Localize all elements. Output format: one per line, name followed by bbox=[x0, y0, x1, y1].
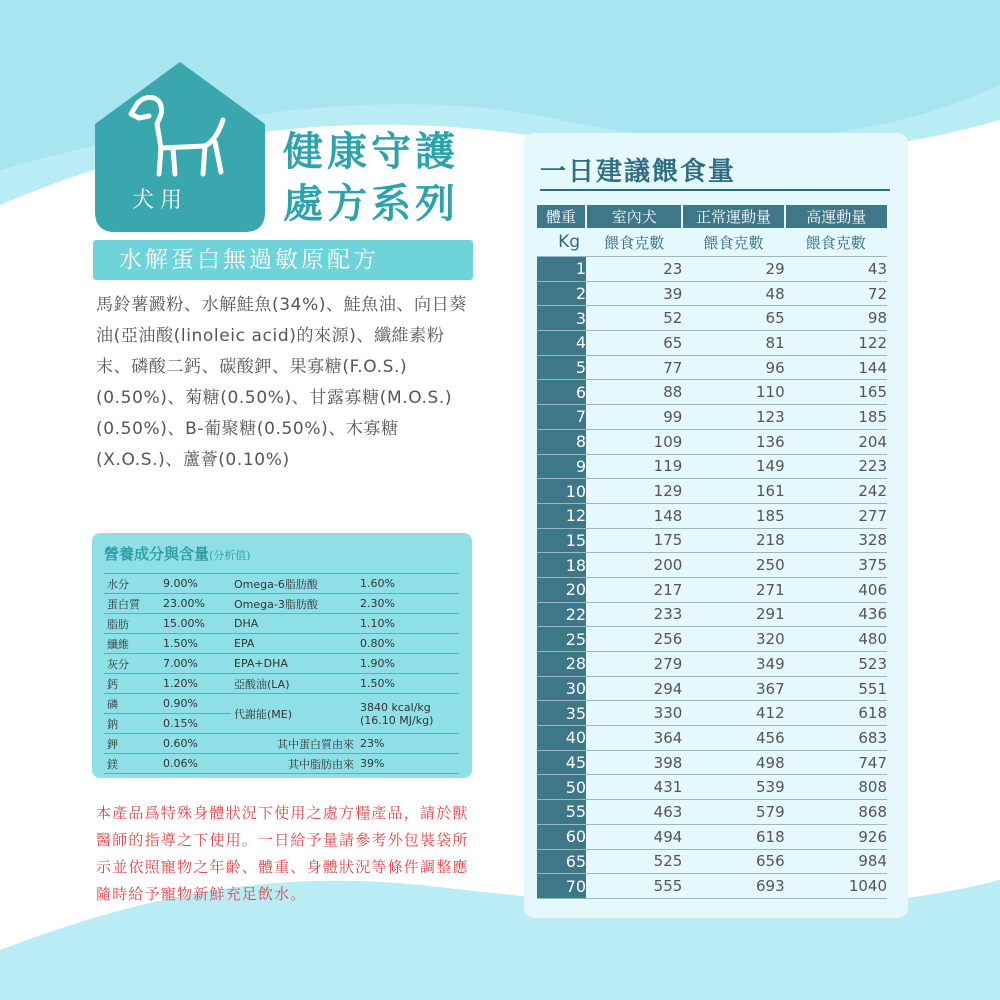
nutrition-row bbox=[104, 674, 459, 694]
grams-cell: 148 bbox=[586, 503, 682, 528]
grams-cell: 1040 bbox=[785, 874, 887, 899]
nutrient-name: 亞酸油(LA) bbox=[231, 674, 357, 694]
grams-cell: 868 bbox=[785, 800, 887, 825]
feeding-title: 一日建議餵食量 bbox=[540, 157, 737, 187]
grams-cell: 683 bbox=[785, 726, 887, 751]
weight-cell: 7 bbox=[537, 405, 586, 430]
title-divider bbox=[540, 189, 890, 191]
feeding-row bbox=[537, 627, 887, 652]
grams-cell: 242 bbox=[785, 479, 887, 504]
nutrient-name: Omega-6脂肪酸 bbox=[231, 574, 357, 594]
grams-cell: 250 bbox=[682, 553, 784, 578]
grams-cell: 109 bbox=[586, 429, 682, 454]
grams-cell: 539 bbox=[682, 775, 784, 800]
feeding-row bbox=[537, 849, 887, 874]
grams-cell: 185 bbox=[785, 405, 887, 430]
nutrition-row bbox=[104, 654, 459, 674]
grams-cell: 523 bbox=[785, 652, 887, 677]
nutrient-name: DHA bbox=[231, 614, 357, 634]
feeding-row bbox=[537, 701, 887, 726]
energy-source-value: 39% bbox=[357, 754, 459, 774]
nutrition-row bbox=[104, 694, 459, 714]
feeding-row bbox=[537, 874, 887, 899]
weight-cell: 60 bbox=[537, 824, 586, 849]
nutrition-panel bbox=[92, 533, 472, 778]
nutrient-name: 磷 bbox=[104, 694, 160, 714]
grams-cell: 618 bbox=[785, 701, 887, 726]
nutrient-name: 水分 bbox=[104, 574, 160, 594]
weight-cell: 55 bbox=[537, 800, 586, 825]
feeding-row bbox=[537, 306, 887, 331]
grams-cell: 494 bbox=[586, 824, 682, 849]
grams-cell: 277 bbox=[785, 503, 887, 528]
energy-label: 代謝能(ME) bbox=[231, 694, 357, 734]
nutrient-name: Omega-3脂肪酸 bbox=[231, 594, 357, 614]
weight-cell: 1 bbox=[537, 257, 586, 282]
weight-cell: 6 bbox=[537, 380, 586, 405]
weight-cell: 35 bbox=[537, 701, 586, 726]
ingredients-text: 馬鈴薯澱粉、水解鮭魚(34%)、鮭魚油、向日葵油(亞油酸(linoleic acid)的來源)、纖維素粉末、磷酸二鈣、碳酸鉀、果寡糖(F.O.S.)(0.50%)、菊糖(0.50%)、甘露寡糖(M.O.S.)(0.50%)、B-葡聚糖(0.50%)、木寡糖(X.O.S.)、蘆薈(0.10%) bbox=[96, 295, 467, 470]
grams-cell: 122 bbox=[785, 331, 887, 356]
nutrient-name: EPA bbox=[231, 634, 357, 654]
series-title-line1: 健康守護 bbox=[283, 129, 459, 175]
grams-cell: 436 bbox=[785, 602, 887, 627]
nutrition-title-note: (分析值) bbox=[209, 549, 251, 562]
grams-cell: 364 bbox=[586, 726, 682, 751]
feeding-row bbox=[537, 676, 887, 701]
feeding-row bbox=[537, 528, 887, 553]
grams-cell: 185 bbox=[682, 503, 784, 528]
grams-cell: 406 bbox=[785, 577, 887, 602]
grams-cell: 618 bbox=[682, 824, 784, 849]
grams-cell: 223 bbox=[785, 454, 887, 479]
grams-cell: 349 bbox=[682, 652, 784, 677]
energy-mj: (16.10 MJ/kg) bbox=[360, 713, 434, 727]
weight-cell: 12 bbox=[537, 503, 586, 528]
nutrient-name: 脂肪 bbox=[104, 614, 160, 634]
grams-cell: 136 bbox=[682, 429, 784, 454]
feeding-row bbox=[537, 775, 887, 800]
nutrient-value: 0.90% bbox=[160, 694, 231, 714]
feeding-table bbox=[537, 205, 887, 899]
weight-cell: 9 bbox=[537, 454, 586, 479]
grams-cell: 279 bbox=[586, 652, 682, 677]
weight-cell: 40 bbox=[537, 726, 586, 751]
weight-cell: 28 bbox=[537, 652, 586, 677]
feeding-row bbox=[537, 405, 887, 430]
feeding-row bbox=[537, 257, 887, 282]
nutrient-value: 0.60% bbox=[160, 734, 231, 754]
grams-cell: 656 bbox=[682, 849, 784, 874]
nutrient-name: EPA+DHA bbox=[231, 654, 357, 674]
weight-cell: 45 bbox=[537, 750, 586, 775]
grams-cell: 149 bbox=[682, 454, 784, 479]
energy-kcal: 3840 kcal/kg bbox=[360, 700, 431, 714]
feeding-unit: Kg bbox=[558, 232, 581, 252]
nutrient-name: 纖維 bbox=[104, 634, 160, 654]
energy-value bbox=[357, 694, 459, 734]
weight-cell: 22 bbox=[537, 602, 586, 627]
weight-cell: 15 bbox=[537, 528, 586, 553]
weight-cell: 8 bbox=[537, 429, 586, 454]
grams-cell: 48 bbox=[682, 281, 784, 306]
feeding-column-header: 體重 bbox=[537, 205, 586, 228]
grams-cell: 398 bbox=[586, 750, 682, 775]
feeding-row bbox=[537, 454, 887, 479]
feeding-row bbox=[537, 479, 887, 504]
prescription-note: 本產品爲特殊身體狀況下使用之處方糧產品，請於獸醫師的指導之下使用。一日給予量請參考外包裝袋所示並依照寵物之年齡、體重、身體狀況等條件調整應隨時給予寵物新鮮充足飲水。 bbox=[96, 804, 469, 903]
grams-cell: 129 bbox=[586, 479, 682, 504]
feeding-row bbox=[537, 602, 887, 627]
nutrient-value: 0.80% bbox=[357, 634, 459, 654]
nutrition-table bbox=[104, 573, 459, 774]
grams-cell: 480 bbox=[785, 627, 887, 652]
nutrient-name: 灰分 bbox=[104, 654, 160, 674]
grams-cell: 431 bbox=[586, 775, 682, 800]
nutrition-row bbox=[104, 734, 459, 754]
grams-cell: 81 bbox=[682, 331, 784, 356]
feeding-unit-row bbox=[537, 228, 887, 257]
formula-banner: 水解蛋白無過敏原配方 bbox=[93, 240, 473, 280]
weight-cell: 5 bbox=[537, 355, 586, 380]
grams-cell: 555 bbox=[586, 874, 682, 899]
nutrient-name: 鈉 bbox=[104, 714, 160, 734]
grams-cell: 294 bbox=[586, 676, 682, 701]
grams-cell: 77 bbox=[586, 355, 682, 380]
feeding-row bbox=[537, 281, 887, 306]
nutrition-row bbox=[104, 574, 459, 594]
nutrient-value: 1.10% bbox=[357, 614, 459, 634]
grams-cell: 579 bbox=[682, 800, 784, 825]
grams-cell: 330 bbox=[586, 701, 682, 726]
grams-cell: 65 bbox=[682, 306, 784, 331]
grams-cell: 693 bbox=[682, 874, 784, 899]
feeding-row bbox=[537, 726, 887, 751]
nutrient-value: 23.00% bbox=[160, 594, 231, 614]
grams-cell: 72 bbox=[785, 281, 887, 306]
feeding-column-header: 室內犬 bbox=[586, 205, 682, 228]
feeding-row bbox=[537, 750, 887, 775]
nutrient-value: 1.60% bbox=[357, 574, 459, 594]
feeding-row bbox=[537, 577, 887, 602]
grams-cell: 175 bbox=[586, 528, 682, 553]
feeding-row bbox=[537, 380, 887, 405]
feeding-column-header: 高運動量 bbox=[785, 205, 887, 228]
grams-cell: 200 bbox=[586, 553, 682, 578]
nutrient-value: 1.90% bbox=[357, 654, 459, 674]
series-title-line2: 處方系列 bbox=[283, 181, 459, 227]
energy-source-value: 23% bbox=[357, 734, 459, 754]
feeding-row bbox=[537, 355, 887, 380]
grams-cell: 808 bbox=[785, 775, 887, 800]
grams-cell: 99 bbox=[586, 405, 682, 430]
feeding-row bbox=[537, 429, 887, 454]
feeding-unit: 餵食克數 bbox=[805, 233, 866, 252]
feeding-row bbox=[537, 331, 887, 356]
nutrient-value: 2.30% bbox=[357, 594, 459, 614]
weight-cell: 30 bbox=[537, 676, 586, 701]
grams-cell: 52 bbox=[586, 306, 682, 331]
weight-cell: 4 bbox=[537, 331, 586, 356]
energy-source-label: 其中脂肪由來 bbox=[231, 754, 357, 774]
weight-cell: 10 bbox=[537, 479, 586, 504]
nutrient-value: 15.00% bbox=[160, 614, 231, 634]
weight-cell: 25 bbox=[537, 627, 586, 652]
feeding-row bbox=[537, 800, 887, 825]
grams-cell: 498 bbox=[682, 750, 784, 775]
grams-cell: 165 bbox=[785, 380, 887, 405]
grams-cell: 525 bbox=[586, 849, 682, 874]
nutrition-row bbox=[104, 594, 459, 614]
nutrition-row bbox=[104, 754, 459, 774]
nutrient-value: 9.00% bbox=[160, 574, 231, 594]
nutrition-row bbox=[104, 634, 459, 654]
grams-cell: 375 bbox=[785, 553, 887, 578]
weight-cell: 2 bbox=[537, 281, 586, 306]
feeding-header-row bbox=[537, 205, 887, 228]
grams-cell: 204 bbox=[785, 429, 887, 454]
grams-cell: 463 bbox=[586, 800, 682, 825]
feeding-column-header: 正常運動量 bbox=[682, 205, 784, 228]
grams-cell: 747 bbox=[785, 750, 887, 775]
grams-cell: 65 bbox=[586, 331, 682, 356]
grams-cell: 926 bbox=[785, 824, 887, 849]
grams-cell: 984 bbox=[785, 849, 887, 874]
grams-cell: 256 bbox=[586, 627, 682, 652]
nutrient-name: 鈣 bbox=[104, 674, 160, 694]
weight-cell: 50 bbox=[537, 775, 586, 800]
weight-cell: 65 bbox=[537, 849, 586, 874]
grams-cell: 144 bbox=[785, 355, 887, 380]
feeding-card bbox=[524, 133, 908, 918]
grams-cell: 110 bbox=[682, 380, 784, 405]
weight-cell: 18 bbox=[537, 553, 586, 578]
weight-cell: 70 bbox=[537, 874, 586, 899]
nutrient-value: 1.50% bbox=[160, 634, 231, 654]
grams-cell: 271 bbox=[682, 577, 784, 602]
nutrient-name: 鉀 bbox=[104, 734, 160, 754]
grams-cell: 217 bbox=[586, 577, 682, 602]
grams-cell: 98 bbox=[785, 306, 887, 331]
nutrient-value: 0.06% bbox=[160, 754, 231, 774]
feeding-row bbox=[537, 553, 887, 578]
nutrient-name: 蛋白質 bbox=[104, 594, 160, 614]
feeding-unit: 餵食克數 bbox=[703, 233, 764, 252]
grams-cell: 119 bbox=[586, 454, 682, 479]
grams-cell: 367 bbox=[682, 676, 784, 701]
grams-cell: 218 bbox=[682, 528, 784, 553]
nutrient-value: 7.00% bbox=[160, 654, 231, 674]
badge-label: 犬用 bbox=[131, 188, 188, 213]
grams-cell: 23 bbox=[586, 257, 682, 282]
grams-cell: 233 bbox=[586, 602, 682, 627]
feeding-unit: 餵食克數 bbox=[604, 233, 665, 252]
nutrition-title: 營養成分與含量(分析值) bbox=[104, 545, 251, 563]
grams-cell: 412 bbox=[682, 701, 784, 726]
grams-cell: 551 bbox=[785, 676, 887, 701]
nutrient-value: 1.50% bbox=[357, 674, 459, 694]
feeding-row bbox=[537, 652, 887, 677]
grams-cell: 43 bbox=[785, 257, 887, 282]
grams-cell: 39 bbox=[586, 281, 682, 306]
grams-cell: 320 bbox=[682, 627, 784, 652]
nutrient-name: 鎂 bbox=[104, 754, 160, 774]
grams-cell: 161 bbox=[682, 479, 784, 504]
weight-cell: 20 bbox=[537, 577, 586, 602]
energy-source-label: 其中蛋白質由來 bbox=[231, 734, 357, 754]
feeding-row bbox=[537, 503, 887, 528]
grams-cell: 88 bbox=[586, 380, 682, 405]
nutrient-value: 1.20% bbox=[160, 674, 231, 694]
nutrition-row bbox=[104, 614, 459, 634]
grams-cell: 328 bbox=[785, 528, 887, 553]
grams-cell: 123 bbox=[682, 405, 784, 430]
nutrient-value: 0.15% bbox=[160, 714, 231, 734]
grams-cell: 96 bbox=[682, 355, 784, 380]
grams-cell: 456 bbox=[682, 726, 784, 751]
feeding-row bbox=[537, 824, 887, 849]
weight-cell: 3 bbox=[537, 306, 586, 331]
grams-cell: 29 bbox=[682, 257, 784, 282]
grams-cell: 291 bbox=[682, 602, 784, 627]
